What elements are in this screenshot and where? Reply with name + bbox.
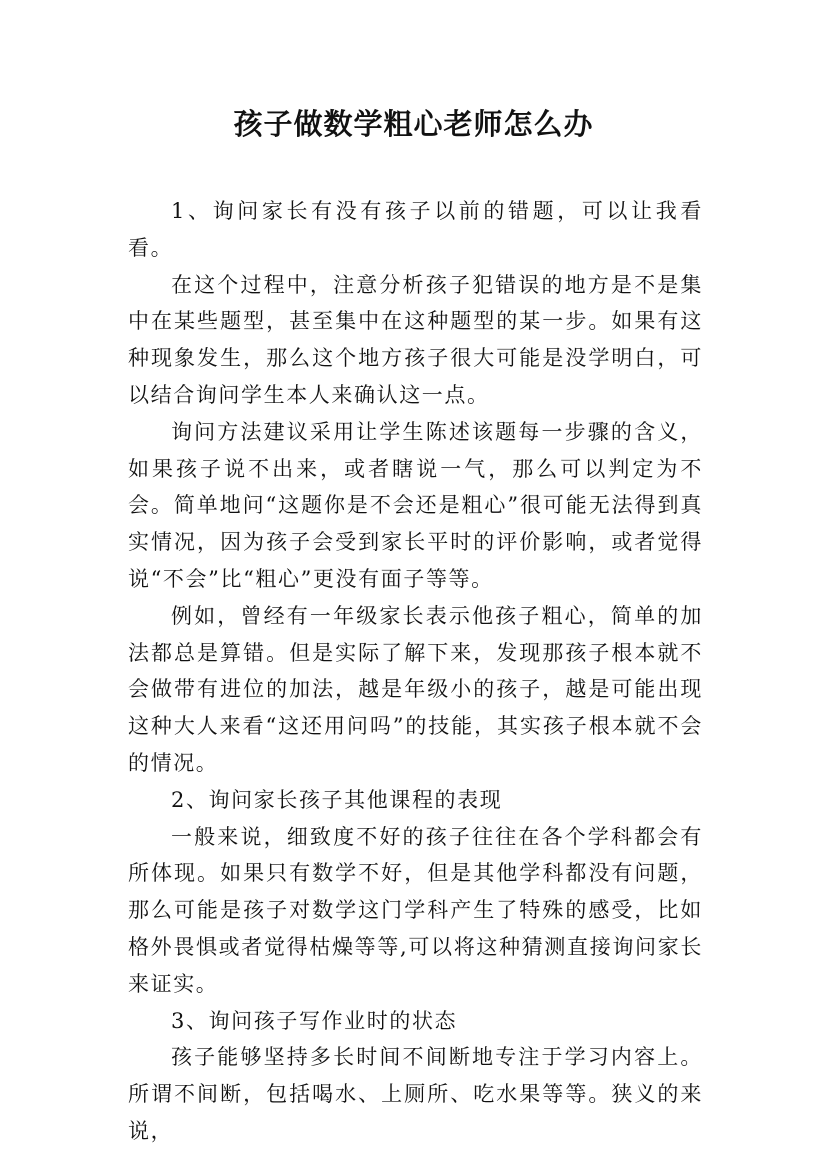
document-body: [128, 193, 703, 1150]
paragraph-6: 一般来说，细致度不好的孩子往往在各个学科都会有所体现。如果只有数学不好，但是其他学科都没有问题，那么可能是孩子对数学这门学科产生了特殊的感受，比如格外畏惧或者觉得枯燥等等,可以将这种猜测直接询问家长来证实。: [128, 824, 703, 996]
paragraph-1: 1、询问家长有没有孩子以前的错题，可以让我看看。: [128, 199, 703, 260]
paragraph-7-heading: 3、询问孩子写作业时的状态: [171, 1008, 458, 1033]
paragraph-5-heading: 2、询问家长孩子其他课程的表现: [171, 787, 503, 812]
paragraph-2: 在这个过程中，注意分析孩子犯错误的地方是不是集中在某些题型，甚至集中在这种题型的某一步。如果有这种现象发生，那么这个地方孩子很大可能是没学明白，可以结合询问学生本人来确认这一点。: [128, 272, 703, 407]
paragraph-4: 例如，曾经有一年级家长表示他孩子粗心，简单的加法都总是算错。但是实际了解下来，发现那孩子根本就不会做带有进位的加法，越是年级小的孩子，越是可能出现这种大人来看“这还用问吗”的技能，其实孩子根本就不会的情况。: [128, 603, 703, 775]
paragraph-3: 询问方法建议采用让学生陈述该题每一步骤的含义，如果孩子说不出来，或者瞎说一气，那么可以判定为不会。简单地问“这题你是不会还是粗心”很可能无法得到真实情况，因为孩子会受到家长平时的评价影响，或者觉得说“不会”比“粗心”更没有面子等等。: [128, 419, 703, 591]
document-title: 孩子做数学粗心老师怎么办: [233, 107, 594, 141]
paragraph-8: 孩子能够坚持多长时间不间断地专注于学习内容上。所谓不间断，包括喝水、上厕所、吃水果等等。狭义的来说，: [128, 1045, 703, 1143]
